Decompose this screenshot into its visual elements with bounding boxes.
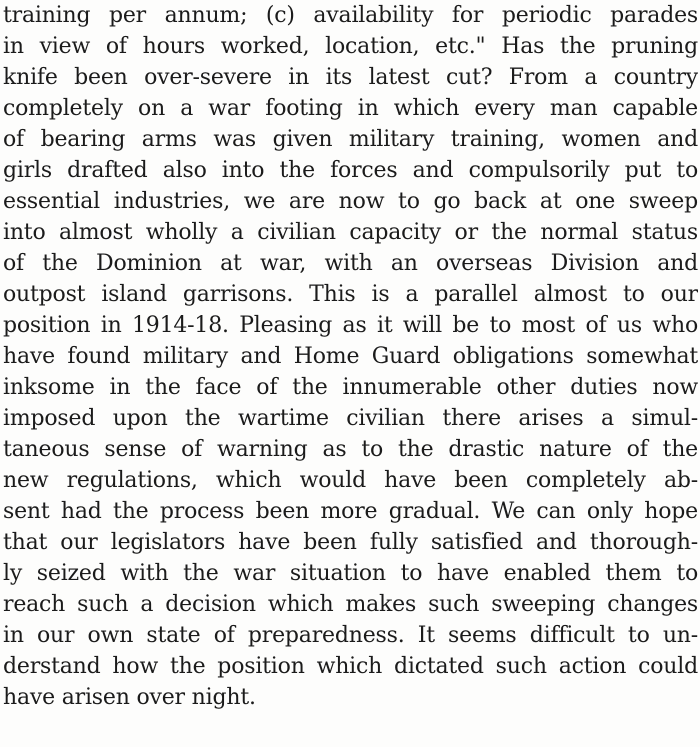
- text-line-18: that our legislators have been fully satisfied and thorough-: [3, 530, 698, 555]
- text-line-8: into almost wholly a civilian capacity or the normal status: [3, 220, 698, 245]
- text-line-9: of the Dominion at war, with an overseas Division and: [3, 251, 698, 276]
- text-line-13: inksome in the face of the innumerable other duties now: [3, 375, 698, 400]
- text-line-4: completely on a war footing in which every man capable: [3, 96, 698, 121]
- text-line-16: new regulations, which would have been completely ab-: [3, 468, 698, 493]
- text-line-17: sent had the process been more gradual. We can only hope: [3, 499, 698, 524]
- text-line-1: training per annum; (c) availability for periodic parades: [3, 3, 698, 28]
- text-line-12: have found military and Home Guard obligations somewhat: [3, 344, 698, 369]
- text-line-7: essential industries, we are now to go back at one sweep: [3, 189, 698, 214]
- text-line-5: of bearing arms was given military training, women and: [3, 127, 698, 152]
- text-line-19: ly seized with the war situation to have enabled them to: [3, 561, 698, 586]
- text-line-11: position in 1914-18. Pleasing as it will be to most of us who: [3, 313, 698, 338]
- text-line-20: reach such a decision which makes such sweeping changes: [3, 592, 698, 617]
- text-line-2: in view of hours worked, location, etc." Has the pruning: [3, 34, 698, 59]
- text-line-14: imposed upon the wartime civilian there arises a simul-: [3, 406, 698, 431]
- text-line-3: knife been over-severe in its latest cut? From a country: [3, 65, 698, 90]
- text-line-21: in our own state of preparedness. It seems difficult to un-: [3, 623, 698, 648]
- text-line-22: derstand how the position which dictated such action could: [3, 654, 698, 679]
- article-paragraph: [3, 0, 698, 713]
- text-line-10: outpost island garrisons. This is a parallel almost to our: [3, 282, 698, 307]
- text-line-23: have arisen over night.: [3, 685, 256, 710]
- text-line-15: taneous sense of warning as to the drastic nature of the: [3, 437, 698, 462]
- text-line-6: girls drafted also into the forces and compulsorily put to: [3, 158, 698, 183]
